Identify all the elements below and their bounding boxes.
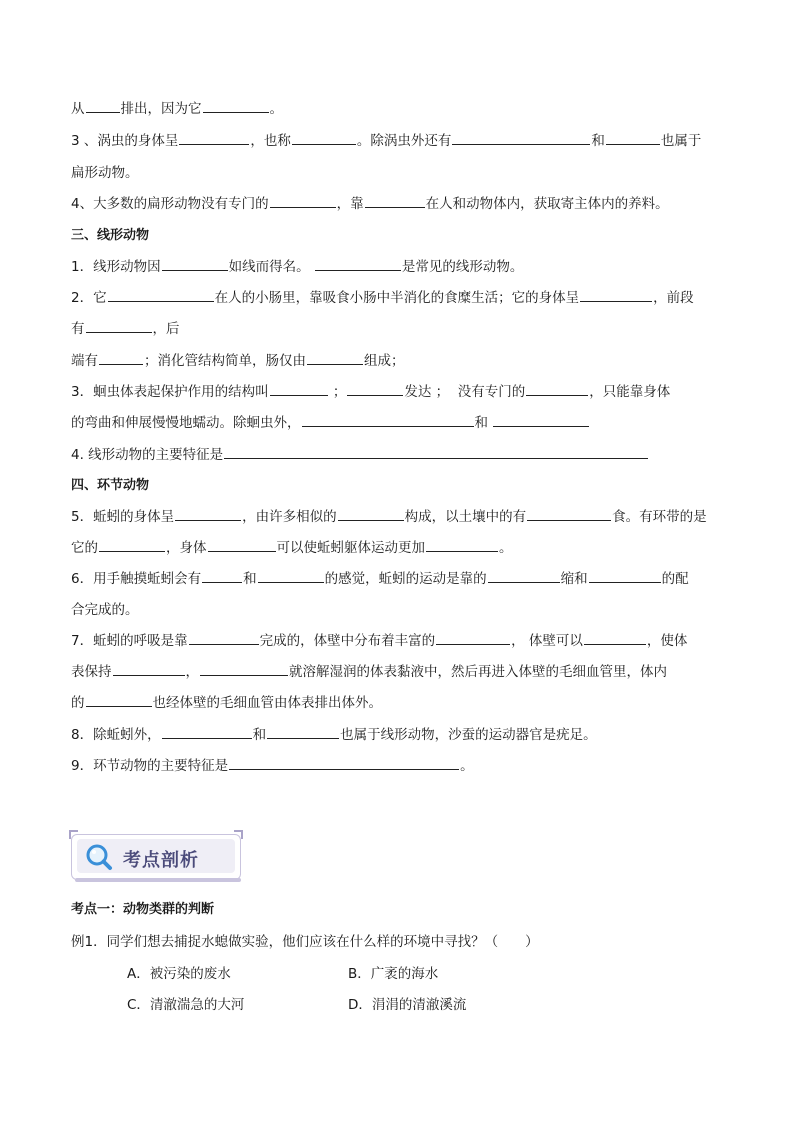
text-segment: 9．环节动物的主要特征是	[71, 758, 229, 774]
text-segment: 。	[499, 540, 513, 556]
text-line	[71, 755, 734, 777]
text-segment: ；消化管结构简单，肠仅由	[144, 353, 306, 369]
text-segment: 的	[71, 695, 85, 711]
text-segment: 7．蚯蚓的呼吸是靠	[71, 633, 188, 649]
text-segment: ， 体壁可以	[511, 633, 583, 649]
answer-blank[interactable]	[267, 724, 339, 739]
text-segment: 完成的，体壁中分布着丰富的	[259, 633, 436, 649]
text-segment: 6．用手触摸蚯蚓会有	[71, 571, 202, 587]
answer-blank[interactable]	[452, 130, 590, 145]
text-segment: ，也称	[250, 133, 291, 149]
text-segment: ，使体	[646, 633, 688, 649]
text-line	[71, 98, 734, 120]
text-segment: 和	[591, 133, 605, 149]
text-line	[71, 506, 734, 528]
answer-blank[interactable]	[258, 568, 324, 583]
text-segment: 2．它	[71, 290, 107, 306]
answer-blank[interactable]	[270, 193, 336, 208]
section-heading: 四、环节动物	[71, 478, 150, 493]
text-line	[71, 412, 734, 434]
answer-blank[interactable]	[315, 256, 401, 271]
option-key: D．	[348, 997, 372, 1013]
text-segment: 3 、涡虫的身体呈	[71, 133, 179, 149]
text-segment: 和	[252, 727, 267, 743]
text-line	[71, 661, 734, 683]
text-segment: 5．蚯蚓的身体呈	[71, 509, 175, 525]
question-stem	[71, 931, 734, 953]
answer-blank[interactable]	[203, 98, 269, 113]
text-segment: 端有	[71, 353, 98, 369]
text-segment: 排出，因为它	[120, 101, 202, 117]
answer-blank[interactable]	[606, 130, 660, 145]
option-a[interactable]	[127, 963, 231, 985]
topic-subheading: 考点一：动物类群的判断	[71, 902, 215, 917]
text-segment: 。除涡虫外还有	[356, 133, 452, 149]
answer-blank[interactable]	[307, 350, 363, 365]
answer-blank[interactable]	[302, 412, 474, 427]
text-segment: 发达 ； 没有专门的	[404, 384, 526, 400]
answer-blank[interactable]	[86, 318, 152, 333]
search-icon	[85, 843, 113, 871]
text-line	[71, 724, 734, 746]
answer-blank[interactable]	[580, 287, 652, 302]
text-segment: 3．蛔虫体表起保护作用的结构叫	[71, 384, 269, 400]
text-segment: 和	[243, 571, 257, 587]
answer-blank[interactable]	[179, 130, 249, 145]
text-segment: 1．线形动物因	[71, 259, 161, 275]
answer-blank[interactable]	[488, 568, 560, 583]
text-segment: 扁形动物。	[71, 165, 139, 181]
answer-blank[interactable]	[527, 506, 611, 521]
answer-blank[interactable]	[200, 661, 288, 676]
answer-blank[interactable]	[162, 724, 252, 739]
option-text: 广袤的海水	[370, 966, 439, 982]
answer-blank[interactable]	[270, 381, 328, 396]
section-heading: 三、线形动物	[71, 228, 150, 243]
option-text: 涓涓的清澈溪流	[371, 997, 467, 1013]
answer-blank[interactable]	[338, 506, 404, 521]
text-segment: 也属于线形动物，沙蚕的运动器官是疣足。	[340, 727, 597, 743]
text-segment: 从	[71, 101, 85, 117]
answer-blank[interactable]	[108, 287, 214, 302]
text-segment: 也经体壁的毛细血管由体表排出体外。	[152, 695, 382, 711]
answer-blank[interactable]	[99, 350, 143, 365]
answer-blank[interactable]	[208, 537, 276, 552]
banner-corner-right	[233, 830, 243, 840]
text-line	[71, 350, 734, 372]
question-label: 例1．	[71, 934, 107, 950]
text-segment: 如线而得名。	[228, 259, 314, 275]
text-segment: 就溶解湿润的体表黏液中，然后再进入体壁的毛细血管里，体内	[289, 664, 667, 680]
banner-corner-left	[69, 830, 79, 840]
text-line	[71, 630, 734, 652]
answer-blank[interactable]	[526, 381, 588, 396]
answer-blank[interactable]	[436, 630, 510, 645]
answer-blank[interactable]	[292, 130, 356, 145]
text-line	[71, 381, 734, 403]
answer-blank[interactable]	[365, 193, 425, 208]
answer-blank[interactable]	[347, 381, 403, 396]
answer-blank[interactable]	[229, 755, 459, 770]
text-segment: 的配	[661, 571, 689, 587]
answer-blank[interactable]	[175, 506, 241, 521]
text-segment: ；	[328, 384, 347, 400]
answer-blank[interactable]	[189, 630, 259, 645]
option-c[interactable]	[127, 994, 244, 1016]
answer-blank[interactable]	[589, 568, 661, 583]
text-line	[71, 444, 734, 466]
text-segment: 食。有环带的是	[612, 509, 707, 525]
answer-blank[interactable]	[426, 537, 498, 552]
answer-blank[interactable]	[162, 256, 228, 271]
text-segment: 8．除蚯蚓外，	[71, 727, 161, 743]
answer-blank[interactable]	[113, 661, 185, 676]
text-segment: ，靠	[336, 196, 364, 212]
text-line	[71, 287, 734, 309]
answer-blank[interactable]	[202, 568, 242, 583]
text-segment: 的弯曲和伸展慢慢地蠕动。除蛔虫外，	[71, 415, 301, 431]
text-line	[71, 162, 734, 184]
option-text: 被污染的废水	[149, 966, 231, 982]
question-text: 同学们想去捕捉水螅做实验，他们应该在什么样的环境中寻找？（ ）	[106, 934, 539, 950]
text-line	[71, 256, 734, 278]
option-b[interactable]	[348, 963, 438, 985]
banner-title: 考点剖析	[123, 850, 199, 871]
text-segment: 4、大多数的扁形动物没有专门的	[71, 196, 269, 212]
text-segment: 构成，以土壤中的有	[404, 509, 527, 525]
option-d[interactable]	[348, 994, 466, 1016]
option-key: B．	[348, 966, 371, 982]
text-segment: 在人的小肠里，靠吸食小肠中半消化的食糜生活；它的身体呈	[214, 290, 580, 306]
text-segment: ，后	[152, 321, 180, 337]
text-segment: 可以使蚯蚓躯体运动更加	[276, 540, 425, 556]
text-segment: 缩和	[560, 571, 588, 587]
text-segment: 表保持	[71, 664, 112, 680]
text-segment: 的感觉，蚯蚓的运动是靠的	[324, 571, 487, 587]
text-segment: 4. 线形动物的主要特征是	[71, 447, 224, 463]
text-line	[71, 537, 734, 559]
answer-blank[interactable]	[86, 692, 152, 707]
text-segment: 有	[71, 321, 85, 337]
option-text: 清澈湍急的大河	[149, 997, 245, 1013]
text-segment: ，	[185, 664, 199, 680]
text-segment: 和	[474, 415, 493, 431]
answer-blank[interactable]	[224, 444, 648, 459]
text-line	[71, 318, 734, 340]
text-segment: ，只能靠身体	[589, 384, 671, 400]
text-segment: 是常见的线形动物。	[401, 259, 524, 275]
text-segment: ，前段	[653, 290, 694, 306]
text-line	[71, 130, 734, 152]
answer-blank[interactable]	[86, 98, 120, 113]
text-segment: 合完成的。	[71, 602, 139, 618]
option-key: A．	[127, 966, 150, 982]
text-line	[71, 692, 734, 714]
option-key: C．	[127, 997, 150, 1013]
text-line	[71, 568, 734, 590]
text-segment: ，身体	[166, 540, 207, 556]
text-line	[71, 599, 734, 621]
text-segment: 。	[269, 101, 283, 117]
banner-underline	[75, 878, 241, 882]
text-line	[71, 193, 734, 215]
text-segment: 也属于	[660, 133, 702, 149]
section-banner	[71, 830, 243, 884]
text-segment: 在人和动物体内，获取寄主体内的养料。	[425, 196, 669, 212]
text-segment: 组成；	[364, 353, 405, 369]
text-segment: 。	[460, 758, 474, 774]
text-segment: ，由许多相似的	[242, 509, 337, 525]
answer-blank[interactable]	[584, 630, 646, 645]
text-segment: 它的	[71, 540, 98, 556]
answer-blank[interactable]	[99, 537, 165, 552]
answer-blank[interactable]	[493, 412, 589, 427]
